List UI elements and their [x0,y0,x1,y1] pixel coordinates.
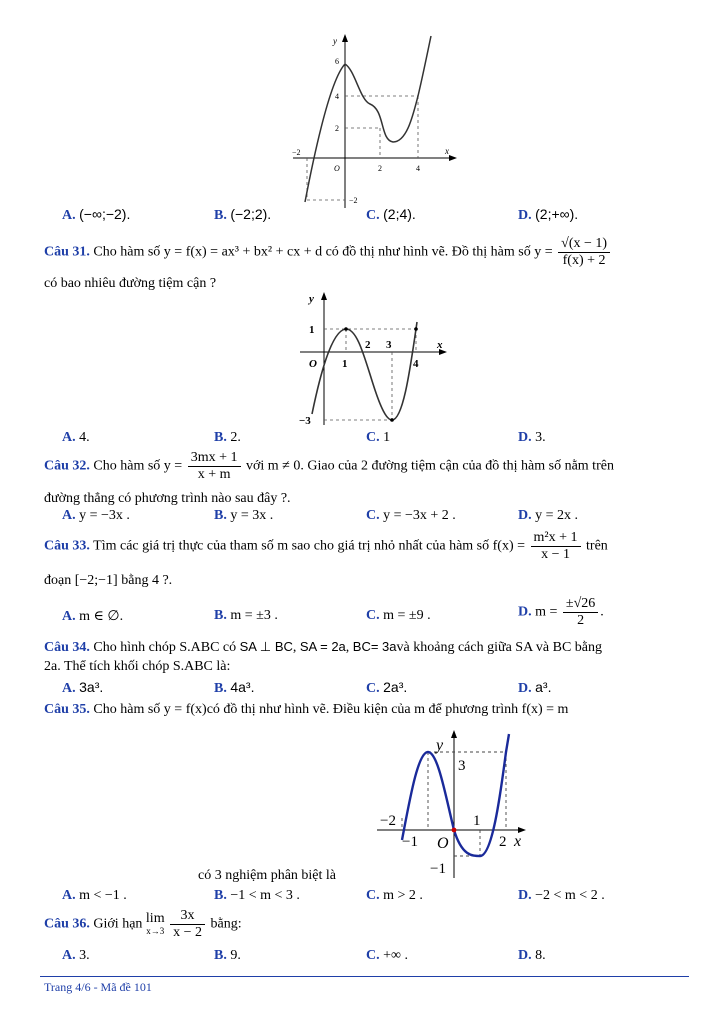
q33-option-a[interactable]: A. m ∈ ∅. [62,609,124,624]
question-35-line2: có 3 nghiệm phân biệt là [198,868,337,883]
q30-option-b[interactable]: B. (−2;2). [214,206,272,223]
question-32: Câu 32. Cho hàm số y = $\frac{3mx + 1}{x + m}$ với m ≠ 0. Giao của 2 đường tiệm cận của đồ thị hàm số nằm trên [44,450,614,482]
graph-q30 [285,30,460,210]
q36-option-b[interactable]: B. 9. [214,948,241,963]
q30-option-a[interactable]: A. (−∞;−2). [62,206,131,223]
q31-option-c[interactable]: C. 1 [366,430,391,445]
q31-option-b[interactable]: B. 2. [214,430,241,445]
q32-option-a[interactable]: A. y = −3x . [62,508,130,523]
q36-option-c[interactable]: C. +∞ . [366,948,409,963]
tick-x-minus2: −2 [380,813,396,829]
q35-option-c[interactable]: C. m > 2 . [366,888,423,903]
question-34: Câu 34. Cho hình chóp S.ABC có SA ⊥ BC, SA = 2a, BC= 3avà khoảng cách giữa SA và BC bằng [44,639,603,655]
tick-x-4: 4 [413,358,419,370]
q32-option-d[interactable]: D. y = 2x . [518,508,579,523]
graph-q35 [372,728,532,880]
question-35: Câu 35. Cho hàm số y = f(x)có đồ thị như hình vẽ. Điều kiện của m để phương trình f(x) = m [44,702,569,717]
tick-x-1: 1 [473,813,481,829]
x-axis-label: x [437,339,443,351]
q31-option-d[interactable]: D. 3. [518,430,546,445]
q35-option-d[interactable]: D. −2 < m < 2 . [518,888,605,903]
q34-option-c[interactable]: C. 2a³. [366,679,408,696]
q36-option-a[interactable]: A. 3. [62,948,90,963]
tick-y-minus1: −1 [430,861,446,877]
q32-option-b[interactable]: B. y = 3x . [214,508,274,523]
tick-y-3: 3 [458,758,466,774]
tick-y-6: 6 [335,57,339,66]
q33-option-c[interactable]: C. m = ±9 . [366,608,431,623]
fraction: $\frac{3x}{x - 2}$ [170,908,205,941]
origin-label: O [334,164,340,173]
question-31: Câu 31. Cho hàm số y = f(x) = ax³ + bx² + cx + d có đồ thị như hình vẽ. Đồ thị hàm số y = $\frac{√(x - 1)}{f(x) + 2}$ [44,236,693,269]
x-axis-label: x [514,833,522,850]
question-31-line2: có bao nhiêu đường tiệm cận ? [44,276,217,291]
q34-option-d[interactable]: D. a³. [518,679,552,696]
q34-option-a[interactable]: A. 3a³. [62,679,104,696]
q33-option-d[interactable]: D. m = $\frac{\pm√26}{2}$ . [518,596,604,628]
tick-y-4: 4 [335,92,339,101]
footer-divider [40,976,689,977]
q30-option-d[interactable]: D. (2;+∞). [518,206,579,223]
origin-label: O [437,835,449,852]
q30-option-c[interactable]: C. (2;4). [366,206,416,223]
tick-y-minus3: −3 [299,415,311,427]
q31-option-a[interactable]: A. 4. [62,430,90,445]
y-axis-label: y [333,36,337,46]
tick-y-2: 2 [335,124,339,133]
tick-x-minus2: −2 [292,148,301,157]
question-33-line2: đoạn [−2;−1] bằng 4 ?. [44,573,173,588]
y-axis-label: y [309,293,314,305]
origin-label: O [309,358,317,370]
fraction: $\frac{√(x - 1)}{f(x) + 2}$ [558,236,610,269]
q35-option-a[interactable]: A. m < −1 . [62,888,127,903]
x-axis-label: x [445,146,449,156]
tick-x-1: 1 [342,358,348,370]
question-34-line2: 2a. Thể tích khối chóp S.ABC là: [44,659,231,674]
tick-y-minus2: −2 [349,196,358,205]
question-36: Câu 36. Giới hạn lim x→3 $\frac{3x}{x - 2}$ bằng: [44,908,242,940]
tick-x-3: 3 [386,339,392,351]
limit: lim x→3 [145,910,165,936]
q32-option-c[interactable]: C. y = −3x + 2 . [366,508,456,523]
q34-option-b[interactable]: B. 4a³. [214,679,255,696]
question-33: Câu 33. Tìm các giá trị thực của tham số m sao cho giá trị nhỏ nhất của hàm số f(x) = $\frac{\text{m²x + 1}}{x - 1}$ trên [44,530,608,562]
y-axis-label: y [436,737,444,754]
q35-option-b[interactable]: B. −1 < m < 3 . [214,888,300,903]
page-footer: Trang 4/6 - Mã đề 101 [44,980,152,994]
fraction: $\frac{\pm√26}{2}$ [563,596,598,629]
q33-option-b[interactable]: B. m = ±3 . [214,608,278,623]
fraction: $\frac{3mx + 1}{x + m}$ [188,450,241,483]
tick-x-2: 2 [365,339,371,351]
tick-x-2: 2 [499,834,507,850]
tick-x-2: 2 [378,164,382,173]
tick-x-4: 4 [416,164,420,173]
tick-y-1: 1 [309,324,315,336]
q36-option-d[interactable]: D. 8. [518,948,546,963]
tick-x-minus1: −1 [402,834,418,850]
graph-q31 [295,290,455,430]
question-32-line2: đường thẳng có phương trình nào sau đây ?. [44,491,291,506]
fraction: $\frac{\text{m²x + 1}}{x - 1}$ [531,530,581,563]
